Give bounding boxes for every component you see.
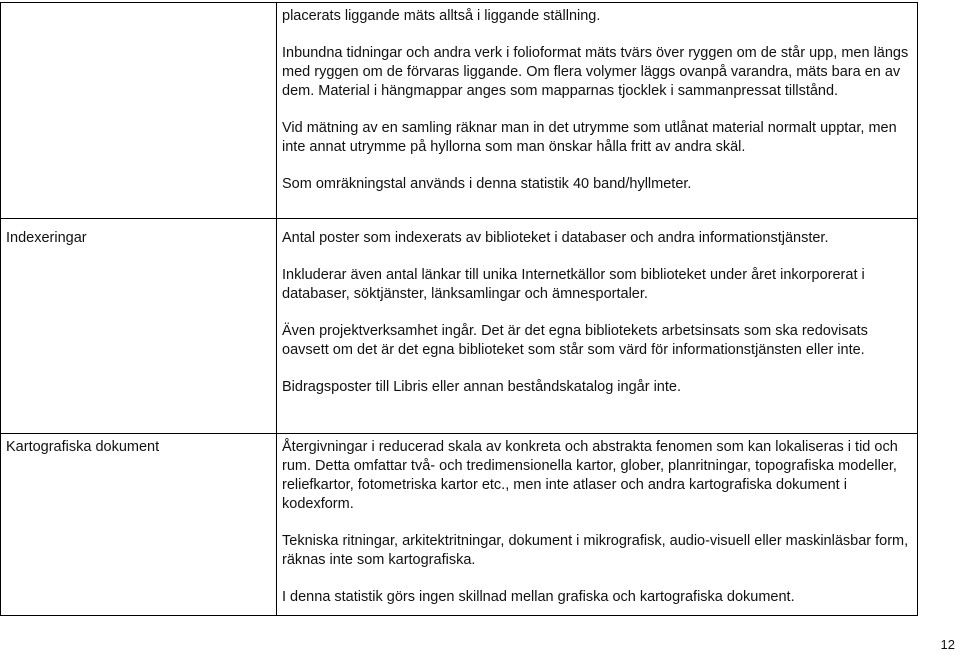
paragraph: Antal poster som indexerats av biblioteket i databaser och andra informationstjänster. (282, 230, 829, 246)
paragraph: Vid mätning av en samling räknar man in det utrymme som utlånat material normalt upptar, men inte annat utrymme på hyllorna som man önskar hålla fritt av andra skäl. (282, 120, 897, 155)
paragraph: Även projektverksamhet ingår. Det är det egna bibliotekets arbetsinsats som ska redovisats oavsett om det är det egna biblioteket som står som värd för informationstjänsten eller inte. (282, 323, 868, 358)
paragraph: Återgivningar i reducerad skala av konkreta och abstrakta fenomen som kan lokaliseras i tid och rum. Detta omfattar två- och tredimensionella kartor, glober, planritningar, topografiska modeller, reliefkartor, fotometriska kartor etc., men inte atlaser och andra kartografiska dokument i kodexform. (282, 439, 898, 512)
table-row (1, 3, 918, 219)
paragraph: Bidragsposter till Libris eller annan beståndskatalog ingår inte. (282, 379, 681, 395)
paragraph: Inkluderar även antal länkar till unika Internetkällor som biblioteket under året inkorporerat i databaser, söktjänster, länksamlingar och ämnesportaler. (282, 267, 865, 302)
description-cell (277, 434, 918, 616)
description-cell (277, 3, 918, 219)
table-row (1, 434, 918, 616)
paragraph: Tekniska ritningar, arkitektritningar, dokument i mikrografisk, audio-visuell eller maskinläsbar form, räknas inte som kartografiska. (282, 533, 909, 568)
definitions-table (0, 2, 918, 616)
term-cell (1, 434, 277, 616)
term-cell (1, 3, 277, 219)
term-cell (1, 219, 277, 434)
paragraph: Som omräkningstal används i denna statistik 40 band/hyllmeter. (282, 176, 692, 192)
description-cell (277, 219, 918, 434)
paragraph: I denna statistik görs ingen skillnad mellan grafiska och kartografiska dokument. (282, 589, 795, 605)
paragraph: placerats liggande mäts alltså i liggande ställning. (282, 8, 601, 24)
page-number: 12 (940, 637, 955, 652)
paragraph: Inbundna tidningar och andra verk i folioformat mäts tvärs över ryggen om de står upp, men längs med ryggen om de förvaras liggande. Om flera volymer läggs ovanpå varandra, mäts bara en av dem. Material i hängmappar anges som mapparnas tjocklek i sammanpressat tillstånd. (282, 45, 909, 99)
table-row (1, 219, 918, 434)
term-label: Kartografiska dokument (6, 439, 160, 455)
term-label: Indexeringar (6, 230, 87, 246)
